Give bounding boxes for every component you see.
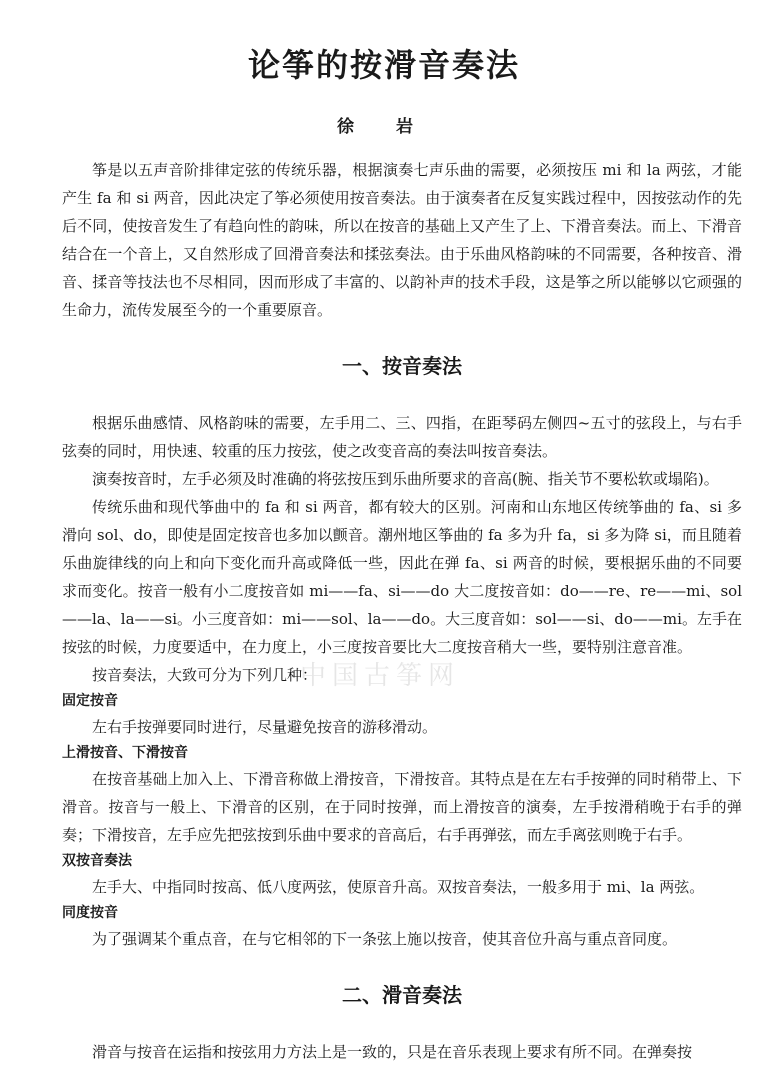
press-paragraph-4: 按音奏法，大致可分为下列几种： [92, 666, 318, 684]
subheading-fixed-press: 固定按音 [62, 693, 118, 709]
author-name: 徐 岩 [337, 117, 431, 137]
unison-press-text: 为了强调某个重点音，在与它相邻的下一条弦上施以按音，使其音位升高与重点音同度。 [92, 930, 678, 948]
section-heading-slide: 二、滑音奏法 [342, 983, 462, 1007]
press-paragraph-1: 根据乐曲感情、风格韵味的需要，左手用二、三、四指，在距琴码左侧四~五寸的弦段上，与右手弦奏的同时，用快速、较重的压力按弦，使之改变音高的奏法叫按音奏法。 [62, 414, 742, 460]
double-press-text: 左手大、中指同时按高、低八度两弦，使原音升高。双按音奏法，一般多用于 mi、la 两弦。 [92, 878, 705, 896]
slide-paragraph-1: 滑音与按音在运指和按弦用力方法上是一致的，只是在音乐表现上要求有所不同。在弹奏按 [92, 1043, 693, 1061]
slide-press-text: 在按音基础上加入上、下滑音称做上滑按音，下滑按音。其特点是在左右手按弹的同时稍带上、下滑音。按音与一般上、下滑音的区别，在于同时按弹，而上滑按音的演奏，左手按滑稍晚于右手的弹奏；下滑按音，左手应先把弦按到乐曲中要求的音高后，右手再弹弦，而左手离弦则晚于右手。 [62, 770, 742, 844]
press-paragraph-3: 传统乐曲和现代筝曲中的 fa 和 si 两音，都有较大的区别。河南和山东地区传统筝曲的 fa、si 多滑向 sol、do，即使是固定按音也多加以颤音。潮州地区筝曲的 fa 多为升 fa，si 多为降 si，而且随着乐曲旋律线的向上和向下变化而升高或降低一些，因此在弹 fa、si 两音的时候，要根据乐曲的不同要求而变化。按音一般有小二度按音如 mi——fa、si——do 大二度按音如：do——re、re——mi、sol——la、la——si。小三度音如：mi——sol、la——do。大三度音如：sol——si、do——mi。左手在按弦的时候，力度要适中，在力度上，小三度按音要比大二度按音稍大一些，要特别注意音准。 [62, 498, 742, 656]
subheading-unison-press: 同度按音 [62, 905, 118, 921]
fixed-press-text: 左右手按弹要同时进行，尽量避免按音的游移滑动。 [92, 718, 438, 736]
section-heading-press: 一、按音奏法 [342, 354, 462, 378]
article-title: 论筝的按滑音奏法 [247, 46, 520, 84]
subheading-double-press: 双按音奏法 [62, 853, 132, 869]
watermark-text: 中国古筝网 [300, 661, 461, 691]
intro-paragraph: 筝是以五声音阶排律定弦的传统乐器，根据演奏七声乐曲的需要，必须按压 mi 和 la 两弦，才能产生 fa 和 si 两音，因此决定了筝必须使用按音奏法。由于演奏者在反复实践过程中，因按弦动作的先后不同，使按音发生了有趋向性的韵味，所以在按音的基础上又产生了上、下滑音奏法。而上、下滑音结合在一个音上，又自然形成了回滑音奏法和揉弦奏法。由于乐曲风格韵味的不同需要，各种按音、滑音、揉音等技法也不尽相同，因而形成了丰富的、以韵补声的技术手段，这是筝之所以能够以它顽强的生命力，流传发展至今的一个重要原音。 [62, 161, 742, 319]
article-body [62, 156, 742, 1066]
press-paragraph-2: 演奏按音时，左手必须及时准确的将弦按压到乐曲所要求的音高(腕、指关节不要松软或塌陷)。 [92, 470, 719, 488]
subheading-slide-press: 上滑按音、下滑按音 [62, 745, 188, 761]
